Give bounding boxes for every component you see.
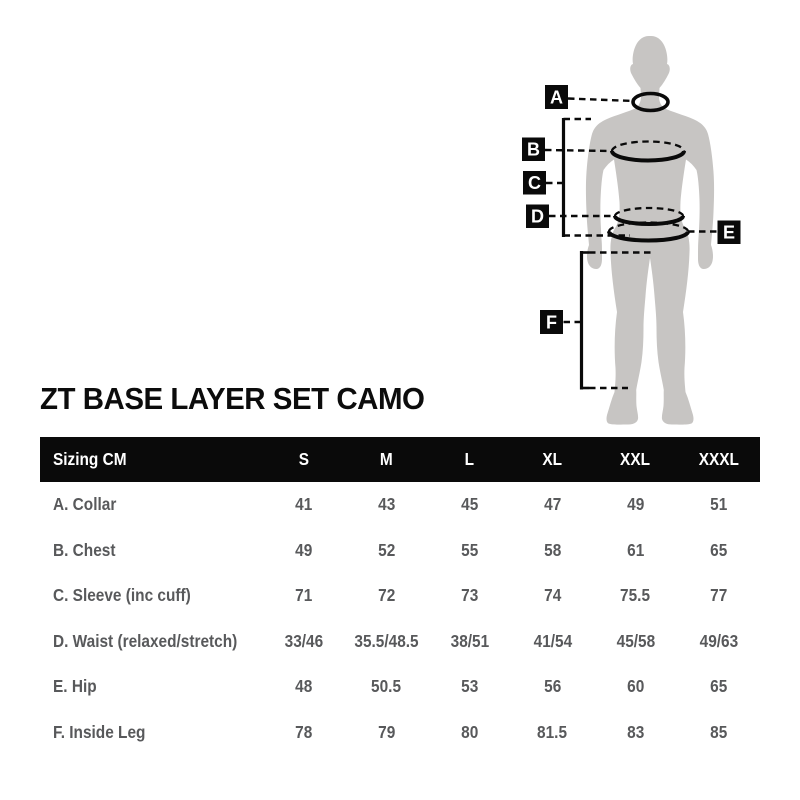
- measure-label-f: [540, 310, 563, 334]
- row-value: 41/54: [533, 630, 572, 651]
- row-value: 35.5/48.5: [354, 630, 419, 651]
- row-value: 60: [626, 676, 645, 697]
- row-label: C. Sleeve (inc cuff): [53, 585, 191, 606]
- table-row: [40, 710, 760, 756]
- row-value: 47: [543, 494, 562, 515]
- row-value: 45/58: [616, 630, 655, 651]
- svg-text:D: D: [531, 206, 544, 227]
- row-value: 74: [543, 585, 562, 606]
- header-size-xxxl: XXXL: [698, 449, 739, 469]
- svg-text:A: A: [550, 87, 563, 108]
- row-value: 56: [543, 676, 562, 697]
- row-value: 72: [377, 585, 396, 606]
- row-value: 85: [709, 721, 728, 742]
- header-size-xxl: XXL: [620, 449, 651, 469]
- row-value: 81.5: [537, 721, 568, 742]
- row-value: 33/46: [284, 630, 323, 651]
- row-value: 48: [294, 676, 313, 697]
- row-value: 80: [460, 721, 479, 742]
- row-label: F. Inside Leg: [53, 721, 146, 742]
- row-value: 49: [294, 539, 313, 560]
- row-value: 65: [709, 539, 728, 560]
- row-label: D. Waist (relaxed/stretch): [53, 630, 238, 651]
- row-value: 51: [709, 494, 728, 515]
- leader-b: [545, 150, 612, 151]
- leader-a: [568, 99, 634, 102]
- table-row: [40, 664, 760, 710]
- row-value: 71: [294, 585, 313, 606]
- header-size-m: M: [380, 449, 393, 469]
- measure-label-d: [526, 205, 549, 229]
- header-size-xl: XL: [542, 449, 563, 469]
- row-value: 49/63: [699, 630, 738, 651]
- row-value: 61: [626, 539, 645, 560]
- header-sizing-cm: Sizing CM: [53, 449, 127, 469]
- measure-label-e: [718, 221, 741, 245]
- row-value: 65: [709, 676, 728, 697]
- size-table-body: [40, 482, 760, 755]
- row-value: 50.5: [371, 676, 402, 697]
- size-table: [40, 437, 760, 755]
- row-value: 77: [709, 585, 728, 606]
- header-size-l: L: [464, 449, 475, 469]
- table-row: [40, 528, 760, 574]
- header-size-s: S: [298, 449, 309, 469]
- row-value: 41: [294, 494, 313, 515]
- table-row: [40, 573, 760, 619]
- row-value: 38/51: [450, 630, 489, 651]
- row-value: 43: [377, 494, 396, 515]
- measure-label-c: [523, 171, 546, 195]
- row-value: 78: [294, 721, 313, 742]
- svg-text:F: F: [546, 312, 557, 333]
- table-row: [40, 619, 760, 665]
- row-value: 45: [460, 494, 479, 515]
- measure-label-a: [545, 85, 568, 109]
- row-label: E. Hip: [53, 676, 97, 697]
- svg-text:C: C: [528, 173, 541, 193]
- row-value: 53: [460, 676, 479, 697]
- row-value: 49: [626, 494, 645, 515]
- table-row: [40, 482, 760, 528]
- row-value: 73: [460, 585, 479, 606]
- svg-text:E: E: [722, 222, 736, 243]
- size-table-header: [40, 437, 760, 482]
- svg-text:B: B: [527, 139, 540, 160]
- row-value: 55: [460, 539, 479, 560]
- row-value: 58: [543, 539, 562, 560]
- row-value: 79: [377, 721, 396, 742]
- page-title: ZT BASE LAYER SET CAMO: [40, 381, 425, 416]
- row-value: 75.5: [620, 585, 651, 606]
- row-value: 83: [626, 721, 645, 742]
- measure-label-b: [522, 138, 545, 162]
- row-value: 52: [377, 539, 396, 560]
- row-label: B. Chest: [53, 539, 116, 560]
- row-label: A. Collar: [53, 494, 117, 515]
